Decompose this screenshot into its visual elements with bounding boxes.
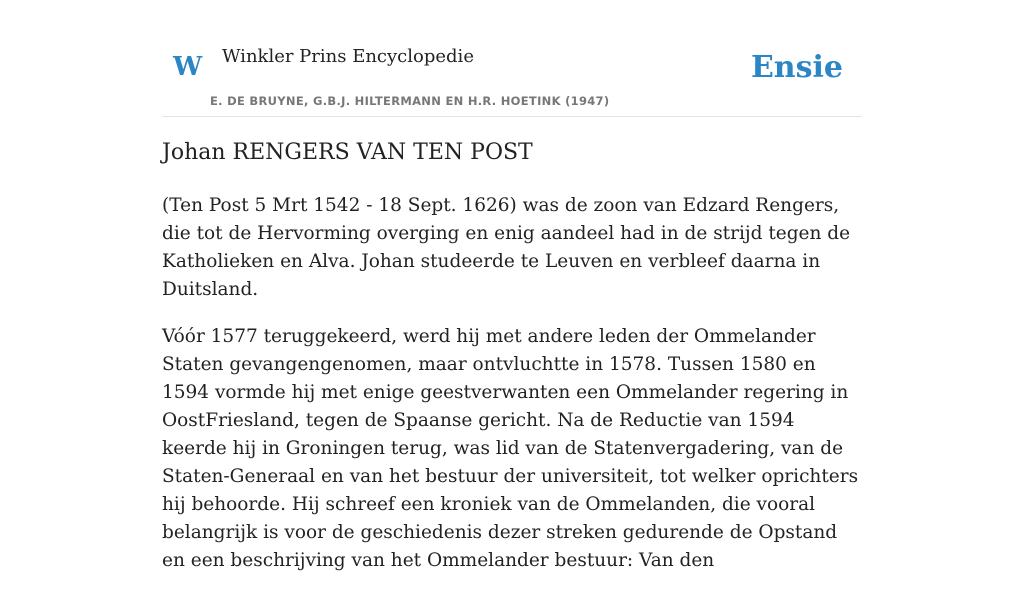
source-title-link[interactable]: Winkler Prins Encyclopedie [222,46,474,67]
article-paragraph: Vóór 1577 teruggekeerd, werd hij met andere leden der Ommelander Staten gevangengenomen, maar ontvluchtte in 1578. Tussen 1580 en 1594 vormde hij met enige geestverwanten een Ommelander regering in OostFriesland, tegen de Spaanse gericht. Na de Reductie van 1594 keerde hij in Groningen terug, was lid van de Statenvergadering, van de Staten-Generaal en van het bestuur der universiteit, tot welker oprichters hij behoorde. Hij schreef een kroniek van de Ommelanden, die vooral belangrijk is voor de geschiedenis dezer streken gedurende de Opstand en een beschrijving van het Ommelander bestuur: Van den [162,326,859,571]
winkler-prins-logo[interactable]: W [173,52,203,82]
source-authors: E. DE BRUYNE, G.B.J. HILTERMANN EN H.R. HOETINK (1947) [210,94,610,108]
article-paragraph: (Ten Post 5 Mrt 1542 - 18 Sept. 1626) was de zoon van Edzard Rengers, die tot de Hervorming overging en enig aandeel had in de strijd tegen de Katholieken en Alva. Johan studeerde te Leuven en verbleef daarna in Duitsland. [162,195,851,300]
ensie-brand-logo[interactable]: Ensie [750,50,843,85]
source-header [162,0,862,117]
article-body [162,192,862,594]
article-title: Johan RENGERS VAN TEN POST [162,140,533,165]
